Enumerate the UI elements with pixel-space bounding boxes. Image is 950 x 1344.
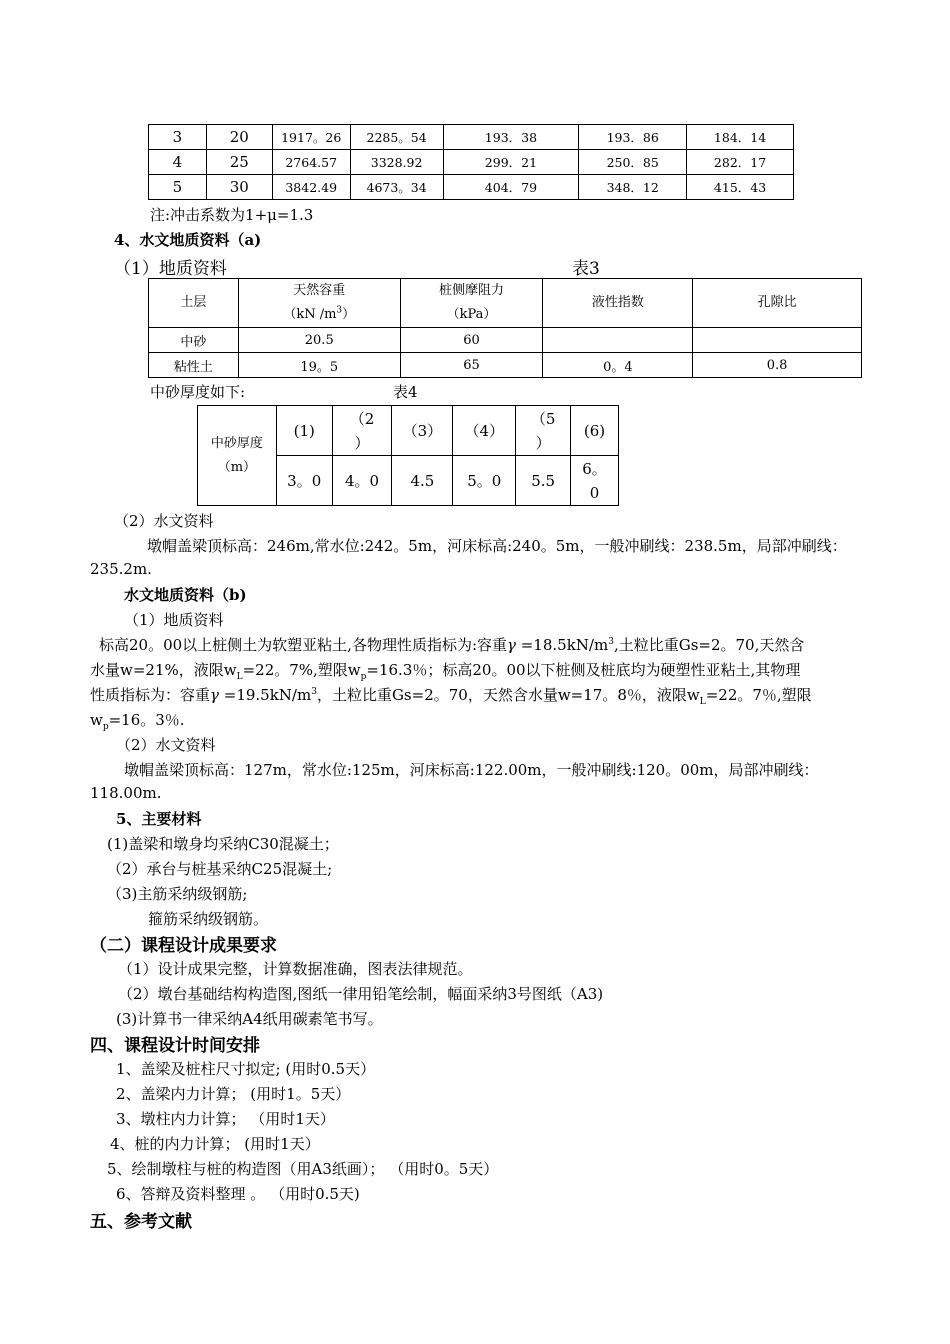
table-cell: 0.8 — [693, 353, 862, 378]
table-row — [149, 175, 794, 200]
sand-thickness-label: 中砂厚度如下: — [150, 383, 246, 401]
table-cell: 粘性土 — [149, 353, 239, 378]
material-4: 箍筋采纳级钢筋。 — [148, 910, 269, 928]
table-cell: 19。5 — [238, 353, 400, 378]
superscript: 3 — [608, 637, 614, 647]
text: =16。3％. — [108, 711, 185, 729]
table-cell: 65 — [400, 353, 543, 378]
gamma-symbol: γ — [210, 686, 219, 704]
impact-note: 注:冲击系数为1+μ=1.3 — [150, 206, 314, 224]
sand-column-header: （3） — [392, 406, 453, 456]
sand-thickness-value: 4.5 — [392, 456, 453, 506]
superscript: 3 — [311, 687, 317, 697]
table-cell: 20.5 — [238, 328, 400, 353]
table-cell: 2764.57 — [272, 150, 350, 175]
section-results-title: （二）课程设计成果要求 — [90, 936, 277, 956]
table-cell — [693, 328, 862, 353]
table-cell: 3842.49 — [272, 175, 350, 200]
requirement-2: （2）墩台基础结构构造图,图纸一律用铅笔绘制，幅面采纳3号图纸（A3) — [118, 985, 604, 1003]
sand-thickness-value: 5。0 — [453, 456, 516, 506]
table-cell: 404．79 — [443, 175, 579, 200]
table-cell: 193．86 — [579, 125, 687, 150]
geology-b-line1 — [99, 634, 804, 655]
soil-properties-table — [148, 278, 862, 378]
subscript: L — [236, 672, 243, 682]
unit-sup: 3 — [336, 305, 343, 316]
table-cell: 1917。26 — [272, 125, 350, 150]
text: 水量w=21%，液限w — [90, 661, 237, 679]
text: ，土粒比重Gs=2。70，天然含水量w=17。8％，液限w — [316, 686, 700, 704]
sand-column-header: （5 ） — [516, 406, 571, 456]
schedule-3: 3、墩柱内力计算； （用时1天） — [116, 1110, 335, 1128]
header-unit-weight-unit — [239, 303, 400, 327]
table4-label: 表4 — [393, 383, 418, 401]
sand-column-header: (1) — [276, 406, 332, 456]
geology-b-label: （1）地质资料 — [124, 611, 224, 629]
text: 标高20。00以上桩侧土为软塑亚粘土,各物理性质指标为:容重 — [99, 636, 507, 654]
table-cell: 3328.92 — [350, 150, 443, 175]
table-cell: 184．14 — [687, 125, 794, 150]
header-unit-weight — [238, 279, 400, 328]
table-cell: 4 — [149, 150, 207, 175]
sand-thickness-header-label: 中砂厚度 — [210, 435, 263, 451]
sand-thickness-value: 4。0 — [332, 456, 392, 506]
material-3: （3)主筋采纳级钢筋; — [107, 885, 248, 903]
table-row — [149, 125, 794, 150]
table-cell: 2285。54 — [350, 125, 443, 150]
schedule-2: 2、盖梁内力计算； (用时1。5天） — [116, 1085, 351, 1103]
header-side-friction-label: 桩侧摩阻力 — [439, 283, 505, 298]
table-cell: 20 — [206, 125, 272, 150]
sand-thickness-value: 6。 0 — [571, 456, 619, 506]
geology-b-line2 — [90, 659, 800, 680]
subscript: L — [699, 697, 706, 707]
table-cell: 4673。34 — [350, 175, 443, 200]
schedule-6: 6、答辩及资料整理 。 （用时0.5天) — [116, 1185, 360, 1203]
table-cell: 299．21 — [443, 150, 579, 175]
material-2: （2）承台与桩基采纳C25混凝土; — [107, 860, 333, 878]
table-cell: 3 — [149, 125, 207, 150]
unit-text: （kN /m — [283, 307, 337, 322]
text: =16.3％；标高20。00以下桩侧及桩底均为硬塑性亚粘土,其物理 — [366, 661, 801, 679]
geology-b-line4 — [90, 709, 185, 730]
sand-column-header: (6) — [571, 406, 619, 456]
table-cell: 0。4 — [543, 353, 693, 378]
table-cell: 348．12 — [579, 175, 687, 200]
text: 性质指标为：容重 — [90, 686, 211, 704]
table-cell — [543, 328, 693, 353]
geology-a-label: （1）地质资料 — [114, 259, 227, 279]
table-cell: 415．43 — [687, 175, 794, 200]
subscript: p — [360, 672, 367, 682]
table-cell: 30 — [206, 175, 272, 200]
table-cell: 25 — [206, 150, 272, 175]
section-five-title: 五、参考文献 — [90, 1212, 192, 1232]
unit-close: ） — [342, 307, 356, 322]
table-cell: 193．38 — [443, 125, 579, 150]
header-void-ratio: 孔隙比 — [693, 279, 862, 328]
header-unit-weight-label: 天然容重 — [293, 283, 346, 298]
hydrology-a-label: （2）水文资料 — [114, 512, 214, 530]
table-cell: 5 — [149, 175, 207, 200]
section-b-title: 水文地质资料（b) — [124, 586, 247, 604]
table-cell: 282．17 — [687, 150, 794, 175]
sand-thickness-value: 5.5 — [516, 456, 571, 506]
subscript: p — [102, 722, 109, 732]
section-4-title: 4、水文地质资料（a) — [114, 231, 262, 249]
text: =22。7％,塑限 — [705, 686, 812, 704]
geology-b-line3 — [90, 684, 812, 705]
header-soil-layer: 土层 — [149, 279, 239, 328]
sand-thickness-header — [198, 406, 277, 506]
sand-column-header: （2 ） — [332, 406, 392, 456]
sand-thickness-header-unit: （m） — [217, 459, 257, 475]
header-side-friction-unit: （kPa） — [446, 307, 497, 322]
requirement-3: (3)计算书一律采纳A4纸用碳素笔书写。 — [116, 1010, 383, 1028]
schedule-4: 4、桩的内力计算； (用时1天） — [110, 1135, 320, 1153]
hydrology-b-label: （2）水文资料 — [116, 736, 216, 754]
table-row — [149, 150, 794, 175]
table-cell: 中砂 — [149, 328, 239, 353]
text: ,土粒比重Gs=2。70,天然含 — [613, 636, 805, 654]
table-row — [149, 353, 862, 378]
impact-force-table — [148, 124, 794, 200]
table-row — [149, 328, 862, 353]
material-1: (1)盖梁和墩身均采纳C30混凝土； — [107, 835, 339, 853]
sand-thickness-value: 3。0 — [276, 456, 332, 506]
table-cell: 60 — [400, 328, 543, 353]
section-four-title: 四、课程设计时间安排 — [90, 1036, 260, 1056]
schedule-5: 5、绘制墩柱与桩的构造图（用A3纸画）； （用时0。5天） — [107, 1160, 499, 1178]
gamma-symbol: γ — [507, 636, 516, 654]
requirement-1: （1）设计成果完整，计算数据准确，图表法律规范。 — [118, 960, 473, 978]
table-cell: 250．85 — [579, 150, 687, 175]
header-liquidity-index: 液性指数 — [543, 279, 693, 328]
sand-column-header: （4） — [453, 406, 516, 456]
section-5-title: 5、主要材料 — [116, 810, 202, 828]
schedule-1: 1、盖梁及桩柱尺寸拟定; (用时0.5天） — [116, 1060, 376, 1078]
hydrology-b-line1: 墩帽盖梁顶标高：127m，常水位:125m，河床标高:122.00m，一般冲刷线:120。00m，局部冲刷线： — [124, 761, 819, 779]
text: =19.5kN/m — [218, 686, 312, 704]
hydrology-b-line2: 118.00m. — [90, 784, 162, 802]
hydrology-a-line2: 235.2m. — [90, 560, 152, 578]
text: =22。7%,塑限w — [242, 661, 361, 679]
header-side-friction — [400, 279, 543, 328]
hydrology-a-line1: 墩帽盖梁顶标高：246m,常水位:242。5m，河床标高:240。5m，一般冲刷线：238.5m，局部冲刷线： — [147, 537, 847, 555]
sand-thickness-table — [197, 405, 619, 506]
text: w — [90, 711, 103, 729]
table3-label: 表3 — [572, 259, 600, 279]
text: =18.5kN/m — [515, 636, 609, 654]
